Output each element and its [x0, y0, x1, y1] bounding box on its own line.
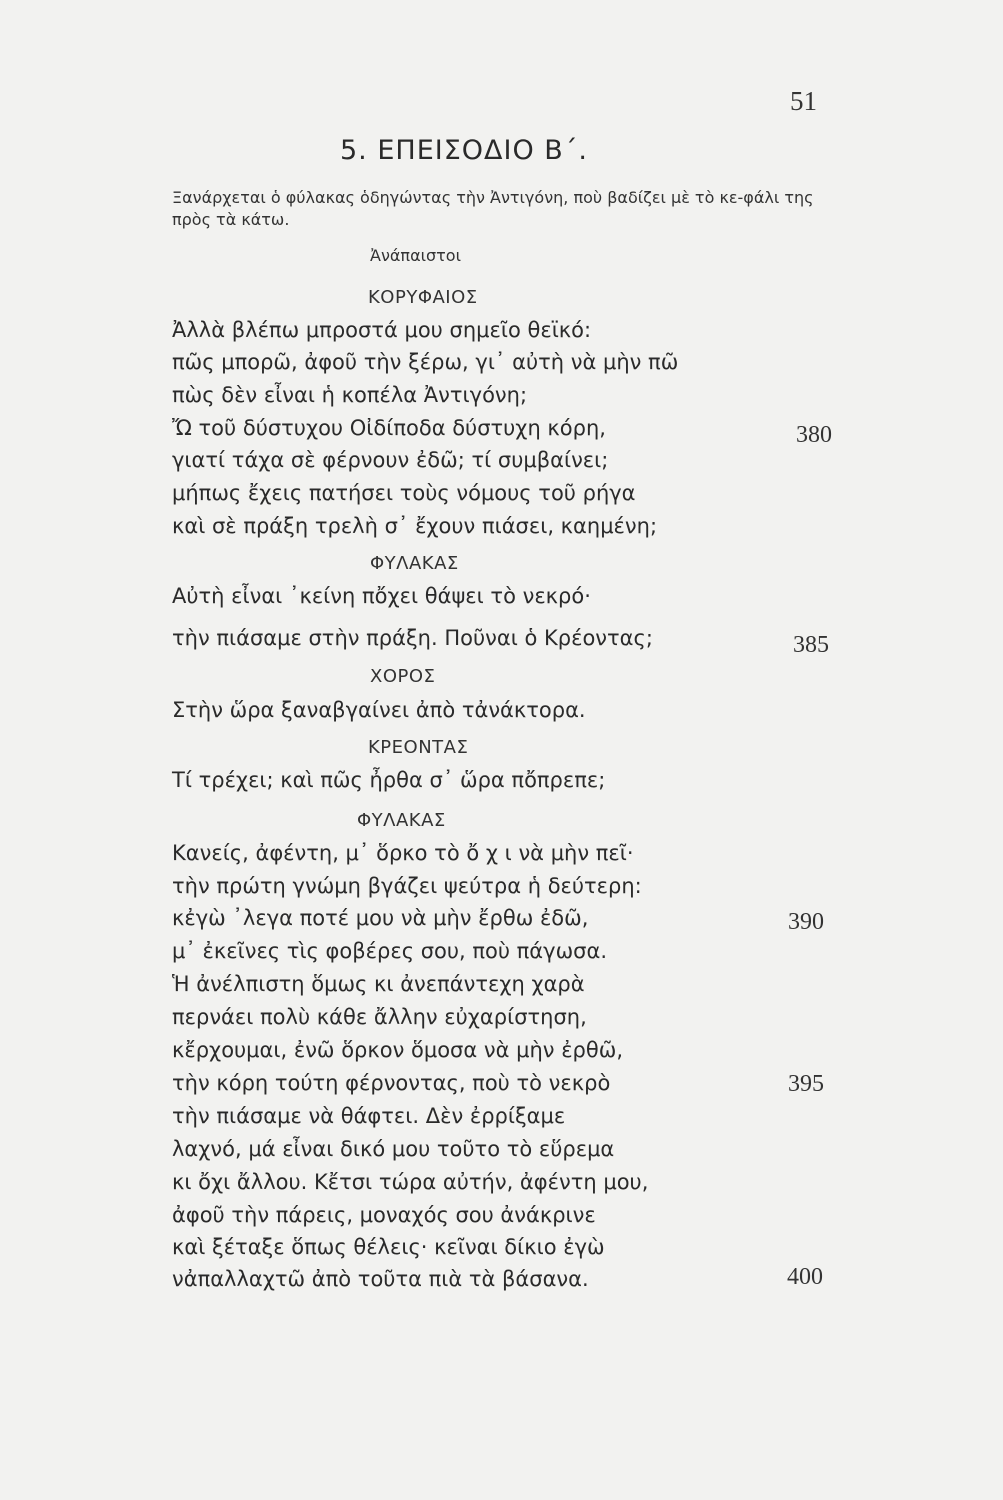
verse-line: τὴν πιάσαμε στὴν πράξη. Ποῦναι ὁ Κρέοντας;	[172, 626, 653, 650]
verse-line: μήπως ἔχεις πατήσει τοὺς νόμους τοῦ ρήγα	[172, 481, 636, 505]
verse-line: καὶ σὲ πράξη τρελὴ σ᾿ ἔχουν πιάσει, καημένη;	[172, 514, 658, 538]
verse-line: νἀπαλλαχτῶ ἀπὸ τοῦτα πιὰ τὰ βάσανα.	[172, 1267, 589, 1291]
verse-line: πῶς μπορῶ, ἀφοῦ τὴν ξέρω, γι᾿ αὐτὴ νὰ μὴν πῶ	[172, 350, 679, 374]
line-number: 400	[787, 1264, 823, 1290]
line-number: 395	[788, 1071, 824, 1097]
verse-line: Αὐτὴ εἶναι ᾿κείνη πὄχει θάψει τὸ νεκρό·	[172, 584, 591, 608]
meter-label: Ἀνάπαιστοι	[370, 246, 461, 265]
verse-line: κἐγὼ ᾿λεγα ποτέ μου νὰ μὴν ἔρθω ἐδῶ,	[172, 906, 589, 930]
verse-line: Στὴν ὥρα ξαναβγαίνει ἀπὸ τἀνάκτορα.	[172, 698, 586, 722]
line-number: 385	[793, 632, 829, 658]
verse-line: γιατί τάχα σὲ φέρνουν ἐδῶ; τί συμβαίνει;	[172, 448, 609, 472]
stage-direction: Ξανάρχεται ὁ φύλακας ὁδηγώντας τὴν Ἀντιγόνη, ποὺ βαδίζει μὲ τὸ κε-φάλι της πρὸς τὰ κάτω.	[172, 188, 814, 229]
verse-line: Ὤ τοῦ δύστυχου Οἰδίποδα δύστυχη κόρη,	[172, 416, 606, 440]
verse-line: Τί τρέχει; καὶ πῶς ἦρθα σ᾿ ὥρα πὄπρεπε;	[172, 768, 606, 792]
verse-line: κι ὄχι ἄλλου. Κἔτσι τώρα αὐτήν, ἀφέντη μου,	[172, 1170, 649, 1194]
speaker-choros: ΧΟΡΟΣ	[370, 666, 436, 687]
verse-line: λαχνό, μά εἶναι δικό μου τοῦτο τὸ εὕρεμα	[172, 1137, 615, 1161]
line-number: 380	[796, 422, 832, 448]
page-number: 51	[790, 86, 817, 116]
verse-line: Ἀλλὰ βλέπω μπροστά μου σημεῖο θεϊκό:	[172, 318, 592, 342]
verse-line: καὶ ξέταξε ὅπως θέλεις· κεῖναι δίκιο ἐγὼ	[172, 1235, 605, 1259]
verse-line: Ἡ ἀνέλπιστη ὅμως κι ἀνεπάντεχη χαρὰ	[172, 972, 585, 996]
verse-line: μ᾿ ἐκεῖνες τὶς φοβέρες σου, ποὺ πάγωσα.	[172, 939, 607, 963]
speaker-fylakas: ΦΥΛΑΚΑΣ	[357, 810, 446, 831]
speaker-koryfaios: ΚΟΡΥΦΑΙΟΣ	[368, 287, 478, 308]
verse-line: Κανείς, ἀφέντη, μ᾿ ὅρκο τὸ ὄ χ ι νὰ μὴν πεῖ·	[172, 841, 634, 865]
verse-line: κἔρχουμαι, ἐνῶ ὅρκον ὅμοσα νὰ μὴν ἐρθῶ,	[172, 1038, 623, 1062]
verse-line: τὴν κόρη τούτη φέρνοντας, ποὺ τὸ νεκρὸ	[172, 1071, 611, 1095]
line-number: 390	[788, 909, 824, 935]
verse-line: τὴν πιάσαμε νὰ θάφτει. Δὲν ἐρρίξαμε	[172, 1104, 566, 1128]
verse-line: τὴν πρώτη γνώμη βγάζει ψεύτρα ἡ δεύτερη:	[172, 874, 642, 898]
speaker-fylakas: ΦΥΛΑΚΑΣ	[370, 553, 459, 574]
speaker-kreontas: ΚΡΕΟΝΤΑΣ	[368, 737, 469, 758]
episode-heading: 5. ΕΠΕΙΣΟΔΙΟ Β΄.	[340, 135, 588, 166]
verse-line: πὼς δὲν εἶναι ἡ κοπέλα Ἀντιγόνη;	[172, 383, 528, 407]
verse-line: ἀφοῦ τὴν πάρεις, μοναχός σου ἀνάκρινε	[172, 1203, 596, 1227]
verse-line: περνάει πολὺ κάθε ἄλλην εὐχαρίστηση,	[172, 1005, 587, 1029]
